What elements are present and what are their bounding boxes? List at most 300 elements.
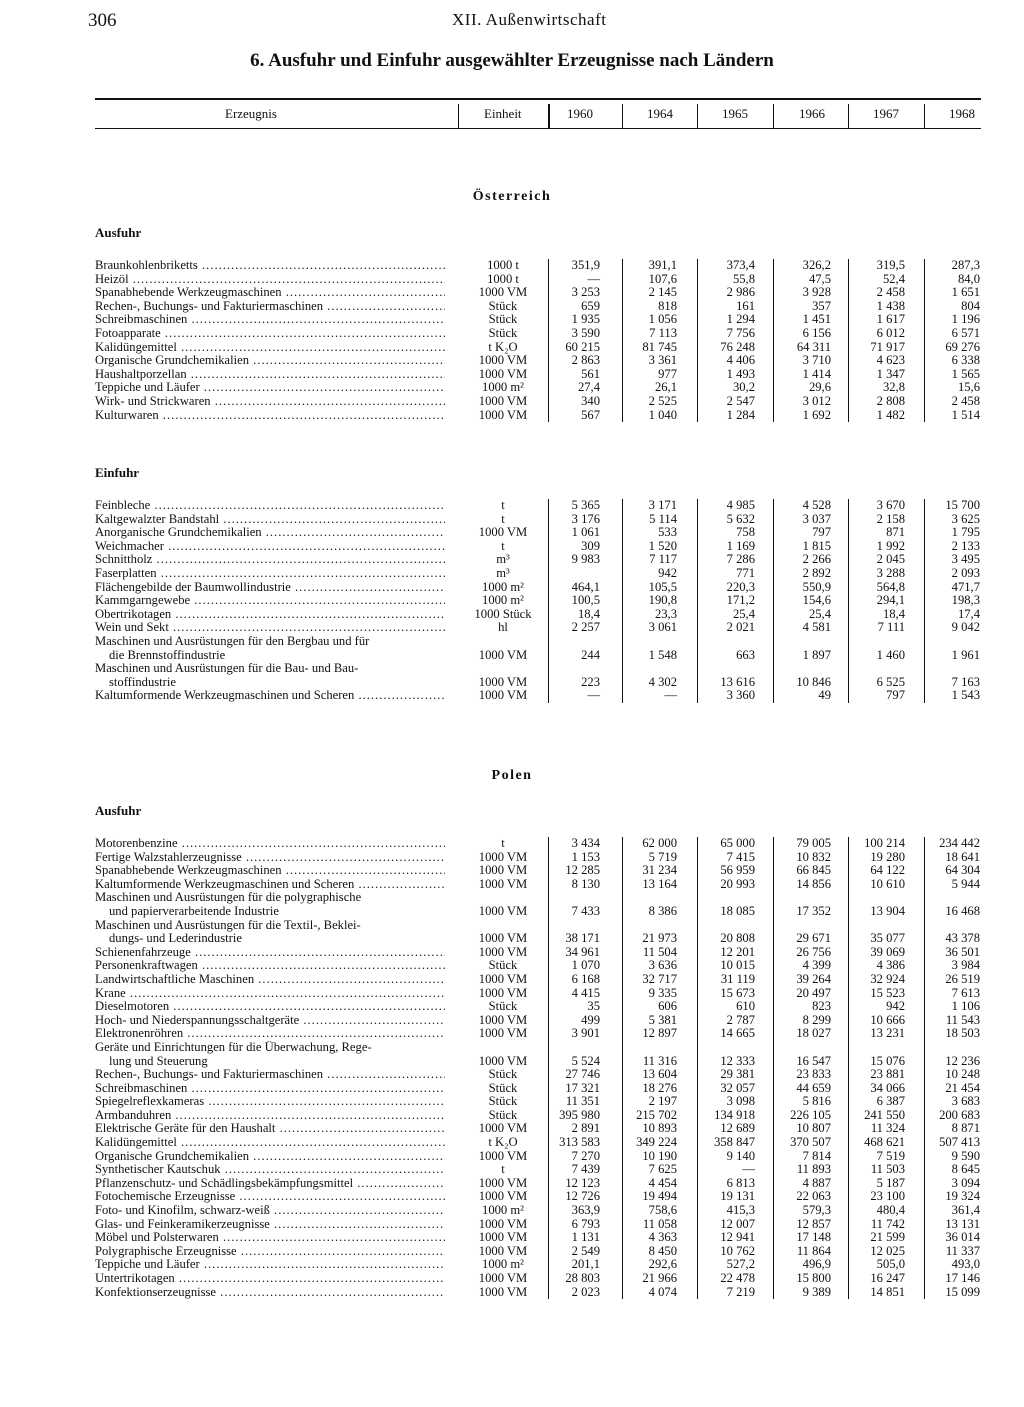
row-value: 804 <box>961 298 980 313</box>
row-label: Flächengebilde der Baumwollindustrie ..... <box>95 581 445 595</box>
row-label: Teppiche und Läufer ..... <box>95 1258 445 1272</box>
row-label: Schreibmaschinen ..... <box>95 313 445 327</box>
row-value: 5 944 <box>951 876 980 891</box>
row-value: 2 021 <box>726 620 755 635</box>
row-label: Heizöl ..... <box>95 273 445 287</box>
row-unit: 1000 VM <box>478 353 528 368</box>
row-value: 2 525 <box>648 393 677 408</box>
row-value: 12 201 <box>720 944 755 959</box>
row-unit: 1000 VM <box>478 849 528 864</box>
row-value: 8 299 <box>802 1012 831 1027</box>
row-label: Rechen-, Buchungs- und Fakturiermaschinen ..... <box>95 1068 445 1082</box>
row-label: Personenkraftwagen ..... <box>95 959 445 973</box>
row-value: 18 503 <box>945 1026 980 1041</box>
row-unit: Stück <box>488 312 518 327</box>
row-label: Krane ..... <box>95 987 445 1001</box>
row-value: 4 386 <box>876 958 905 973</box>
row-value: 7 756 <box>726 325 755 340</box>
row-value: 287,3 <box>951 258 980 272</box>
row-unit: t <box>501 1162 505 1177</box>
row-value: 12 897 <box>642 1026 677 1041</box>
row-value: 29 671 <box>796 931 831 946</box>
row-value: 23 833 <box>796 1067 831 1082</box>
row-value: 10 893 <box>642 1121 677 1136</box>
row-value: 14 851 <box>870 1284 905 1299</box>
row-label: Kalidüngemittel ..... <box>95 1136 445 1150</box>
row-unit: 1000 VM <box>478 1175 528 1190</box>
row-value: 1 795 <box>951 525 980 540</box>
row-label: Glas- und Feinkeramikerzeugnisse ..... <box>95 1218 445 1232</box>
row-value: 5 524 <box>571 1053 600 1068</box>
running-head: XII. Außenwirtschaft <box>452 10 607 29</box>
row-value: 2 547 <box>726 393 755 408</box>
row-value: 1 460 <box>876 647 905 662</box>
row-label: Fertige Walzstahlerzeugnisse ..... <box>95 851 445 865</box>
row-value: 10 846 <box>796 674 831 689</box>
row-value: 2 892 <box>802 565 831 580</box>
row-value: 505,0 <box>876 1257 905 1272</box>
row-unit: 1000 VM <box>478 525 528 540</box>
row-value: 201,1 <box>571 1257 600 1272</box>
row-value: 10 832 <box>796 849 831 864</box>
row-value: 23 881 <box>870 1067 905 1082</box>
row-value: 1 617 <box>876 312 905 327</box>
row-value: 64 122 <box>870 863 905 878</box>
row-value: 361,4 <box>951 1203 980 1218</box>
row-label-line: Maschinen und Ausrüstungen für die polygraphische <box>95 891 362 905</box>
row-value: 1 061 <box>571 525 600 540</box>
row-value: 16 547 <box>796 1053 831 1068</box>
row-label: Polygraphische Erzeugnisse ..... <box>95 1245 445 1259</box>
row-value: 15 523 <box>870 985 905 1000</box>
row-value: 1 493 <box>726 366 755 381</box>
row-label: Landwirtschaftliche Maschinen ..... <box>95 973 445 987</box>
row-unit: Stück <box>488 999 518 1014</box>
column-rule <box>548 259 549 422</box>
row-value: 7 286 <box>726 552 755 567</box>
row-unit: Stück <box>488 1067 518 1082</box>
row-value: 292,6 <box>648 1257 677 1272</box>
row-value: 1 520 <box>648 538 677 553</box>
row-unit: 1000 VM <box>478 1026 528 1041</box>
row-label-line: Maschinen und Ausrüstungen für die Textil-, Beklei- <box>95 918 361 932</box>
row-value: 3 984 <box>951 958 980 973</box>
column-rule <box>697 259 698 422</box>
row-value: 468 621 <box>864 1135 905 1150</box>
row-value: 18,4 <box>577 606 600 621</box>
row-value: 3 625 <box>951 511 980 526</box>
row-value: 25,4 <box>732 606 755 621</box>
row-label: Braunkohlenbriketts ..... <box>95 259 445 273</box>
row-value: 2 549 <box>571 1243 600 1258</box>
row-value: 9 983 <box>571 552 600 567</box>
row-unit: hl <box>498 620 508 635</box>
row-value: 7 219 <box>726 1284 755 1299</box>
row-value: 8 450 <box>648 1243 677 1258</box>
row-unit: Stück <box>488 958 518 973</box>
row-unit: 1000 m² <box>482 380 524 395</box>
row-value: 11 893 <box>796 1162 831 1177</box>
row-value: — <box>587 271 600 286</box>
row-value: 1 153 <box>571 849 600 864</box>
row-value: 8 871 <box>951 1121 980 1136</box>
row-value: 3 928 <box>802 285 831 300</box>
column-rule <box>622 259 623 422</box>
row-value: 26 519 <box>945 971 980 986</box>
row-value: 32 924 <box>870 971 905 986</box>
row-value: 13 164 <box>642 876 677 891</box>
row-value: 36 501 <box>945 944 980 959</box>
row-unit: 1000 VM <box>478 688 528 703</box>
row-value: 9 389 <box>802 1284 831 1299</box>
row-label: Kaltgewalzter Bandstahl ..... <box>95 513 445 527</box>
row-value: 25,4 <box>808 606 831 621</box>
row-label-line: Maschinen und Ausrüstungen für den Bergbau und für <box>95 634 370 648</box>
row-value: 533 <box>658 525 677 540</box>
column-rule <box>622 837 623 1299</box>
column-rule <box>548 837 549 1299</box>
row-label: Schnittholz ..... <box>95 553 445 567</box>
header-separator <box>924 104 925 128</box>
row-value: 35 <box>587 999 600 1014</box>
row-label: Foto- und Kinofilm, schwarz-weiß ..... <box>95 1204 445 1218</box>
row-unit: 1000 VM <box>478 971 528 986</box>
row-value: 3 590 <box>571 325 600 340</box>
row-value: 363,9 <box>571 1203 600 1218</box>
row-value: 84,0 <box>957 271 980 286</box>
row-value: 12 857 <box>796 1216 831 1231</box>
row-value: 3 683 <box>951 1094 980 1109</box>
row-value: 19 494 <box>642 1189 677 1204</box>
row-value: 351,9 <box>571 258 600 272</box>
row-value: 1 196 <box>951 312 980 327</box>
header-separator <box>548 104 550 128</box>
row-unit: 1000 VM <box>478 876 528 891</box>
row-value: 171,2 <box>726 593 755 608</box>
row-value: 942 <box>886 999 905 1014</box>
row-value: 8 645 <box>951 1162 980 1177</box>
row-value: 4 415 <box>571 985 600 1000</box>
section-heading: Ausfuhr <box>95 225 142 240</box>
row-value: 1 992 <box>876 538 905 553</box>
row-value: 3 176 <box>571 511 600 526</box>
row-value: 20 993 <box>720 876 755 891</box>
row-label: Kalidüngemittel ..... <box>95 341 445 355</box>
row-label: Kaltumformende Werkzeugmaschinen und Scheren ..... <box>95 878 445 892</box>
row-value: 62 000 <box>642 836 677 850</box>
row-value: 319,5 <box>876 258 905 272</box>
row-label-line: die Brennstoffindustrie <box>109 647 226 662</box>
row-value: 550,9 <box>802 579 831 594</box>
section-heading: Ausfuhr <box>95 803 142 818</box>
row-label: Anorganische Grundchemikalien ..... <box>95 526 445 540</box>
row-value: 3 061 <box>648 620 677 635</box>
row-label: Spiegelreflexkameras ..... <box>95 1095 445 1109</box>
row-value: 19 280 <box>870 849 905 864</box>
row-value: 1 131 <box>571 1230 600 1245</box>
row-value: 11 742 <box>870 1216 905 1231</box>
row-value: 496,9 <box>802 1257 831 1272</box>
row-unit: 1000 VM <box>478 285 528 300</box>
header-unit: Einheit <box>484 106 522 121</box>
row-label: Armbanduhren ..... <box>95 1109 445 1123</box>
row-value: 6 387 <box>876 1094 905 1109</box>
row-unit: 1000 t <box>487 271 519 286</box>
row-value: 1 565 <box>951 366 980 381</box>
row-value: 10 666 <box>870 1012 905 1027</box>
row-value: 1 294 <box>726 312 755 327</box>
row-label: Fotochemische Erzeugnisse ..... <box>95 1190 445 1204</box>
row-value: 11 504 <box>642 944 677 959</box>
row-value: 1 897 <box>802 647 831 662</box>
row-value: 11 864 <box>796 1243 831 1258</box>
row-label-line: Geräte und Einrichtungen für die Überwachung, Rege- <box>95 1040 372 1054</box>
row-value: 758,6 <box>648 1203 677 1218</box>
row-value: 10 015 <box>720 958 755 973</box>
header-top-rule <box>95 98 981 100</box>
row-value: 16 247 <box>870 1271 905 1285</box>
row-unit: t <box>501 498 505 512</box>
row-value: 3 288 <box>876 565 905 580</box>
row-value: 23,3 <box>654 606 677 621</box>
row-value: 17 352 <box>796 903 831 918</box>
row-value: 977 <box>658 366 677 381</box>
row-value: 564,8 <box>876 579 905 594</box>
row-value: 12 236 <box>945 1053 980 1068</box>
row-label: Hoch- und Niederspannungsschaltgeräte ..... <box>95 1014 445 1028</box>
row-value: 4 887 <box>802 1175 831 1190</box>
row-value: 4 985 <box>726 498 755 512</box>
header-separator <box>773 104 774 128</box>
row-value: 3 434 <box>571 836 600 850</box>
row-value: 309 <box>581 538 600 553</box>
row-value: 1 514 <box>951 407 980 422</box>
row-value: 23 100 <box>870 1189 905 1204</box>
row-unit: m³ <box>496 565 510 580</box>
row-label: Kaltumformende Werkzeugmaschinen und Scheren ..... <box>95 689 445 703</box>
column-rule <box>773 259 774 422</box>
row-value: 313 583 <box>559 1135 600 1150</box>
row-value: 19 324 <box>945 1189 980 1204</box>
row-value: 10 248 <box>945 1067 980 1082</box>
row-value: 373,4 <box>726 258 755 272</box>
row-value: 797 <box>886 688 905 703</box>
row-unit: 1000 VM <box>478 647 528 662</box>
row-value: 13 904 <box>870 903 905 918</box>
row-value: 6 168 <box>571 971 600 986</box>
column-rule <box>548 499 549 703</box>
row-unit: t <box>501 538 505 553</box>
column-rule <box>848 837 849 1299</box>
row-value: 6 813 <box>726 1175 755 1190</box>
row-value: 1 284 <box>726 407 755 422</box>
row-value: 81 745 <box>642 339 677 354</box>
row-label <box>95 662 445 689</box>
row-value: 464,1 <box>571 579 600 594</box>
row-value: 39 069 <box>870 944 905 959</box>
row-value: 797 <box>812 525 831 540</box>
row-value: 2 197 <box>648 1094 677 1109</box>
column-rule <box>924 259 925 422</box>
row-value: 64 304 <box>945 863 980 878</box>
row-label: Dieselmotoren ..... <box>95 1000 445 1014</box>
row-value: 4 581 <box>802 620 831 635</box>
row-value: 3 037 <box>802 511 831 526</box>
row-value: 1 815 <box>802 538 831 553</box>
column-rule <box>697 499 698 703</box>
row-value: 499 <box>581 1012 600 1027</box>
data-table <box>95 259 981 422</box>
row-value: 8 130 <box>571 876 600 891</box>
row-value: 7 163 <box>951 674 980 689</box>
row-value: 18 027 <box>796 1026 831 1041</box>
row-value: 12 941 <box>720 1230 755 1245</box>
row-unit: 1000 VM <box>478 393 528 408</box>
row-value: 10 762 <box>720 1243 755 1258</box>
row-value: 11 503 <box>870 1162 905 1177</box>
row-value: 43 378 <box>945 931 980 946</box>
column-rule <box>848 499 849 703</box>
row-value: 154,6 <box>802 593 831 608</box>
row-value: 215 702 <box>636 1107 677 1122</box>
row-value: 871 <box>886 525 905 540</box>
row-value: 27 746 <box>565 1067 600 1082</box>
row-value: 527,2 <box>726 1257 755 1272</box>
row-value: 11 316 <box>642 1053 677 1068</box>
row-value: 100,5 <box>571 593 600 608</box>
row-value: 18 641 <box>945 849 980 864</box>
row-unit: m³ <box>496 552 510 567</box>
row-unit: 1000 m² <box>482 593 524 608</box>
row-value: 1 482 <box>876 407 905 422</box>
row-value: 3 710 <box>802 353 831 368</box>
row-label: Möbel und Polsterwaren ..... <box>95 1231 445 1245</box>
row-value: 13 616 <box>720 674 755 689</box>
row-value: 21 966 <box>642 1271 677 1285</box>
row-value: 2 458 <box>951 393 980 408</box>
row-value: 7 113 <box>649 325 677 340</box>
row-value: 294,1 <box>876 593 905 608</box>
row-value: 10 190 <box>642 1148 677 1163</box>
row-value: 15,6 <box>957 380 980 395</box>
row-value: 17 146 <box>945 1271 980 1285</box>
row-value: 606 <box>658 999 677 1014</box>
row-value: 22 063 <box>796 1189 831 1204</box>
row-value: 7 433 <box>571 903 600 918</box>
row-value: 7 519 <box>876 1148 905 1163</box>
row-value: 12 123 <box>565 1175 600 1190</box>
row-value: 818 <box>658 298 677 313</box>
row-value: 12 689 <box>720 1121 755 1136</box>
row-value: 2 266 <box>802 552 831 567</box>
row-value: 5 816 <box>802 1094 831 1109</box>
row-value: 12 333 <box>720 1053 755 1068</box>
row-value: 3 171 <box>648 498 677 512</box>
row-value: 28 803 <box>565 1271 600 1285</box>
row-value: — <box>664 688 677 703</box>
row-value: 12 726 <box>565 1189 600 1204</box>
row-unit: 1000 VM <box>478 1271 528 1285</box>
row-value: 107,6 <box>648 271 677 286</box>
row-value: 17 321 <box>565 1080 600 1095</box>
row-value: 36 014 <box>945 1230 980 1245</box>
row-value: 4 454 <box>648 1175 677 1190</box>
row-unit: 1000 VM <box>478 931 528 946</box>
row-label: Motorenbenzine ..... <box>95 837 445 851</box>
row-value: 100 214 <box>864 836 905 850</box>
page-number: 306 <box>88 10 117 31</box>
row-value: 34 066 <box>870 1080 905 1095</box>
row-value: 4 528 <box>802 498 831 512</box>
row-unit: 1000 VM <box>478 944 528 959</box>
header-separator <box>622 104 623 128</box>
row-value: 18 276 <box>642 1080 677 1095</box>
row-value: 5 114 <box>649 511 677 526</box>
row-value: 1 451 <box>802 312 831 327</box>
row-unit: Stück <box>488 1080 518 1095</box>
row-value: 395 980 <box>559 1107 600 1122</box>
row-value: 3 361 <box>648 353 677 368</box>
row-value: 7 625 <box>648 1162 677 1177</box>
row-value: 1 543 <box>951 688 980 703</box>
row-value: 579,3 <box>802 1203 831 1218</box>
row-label: Wein und Sekt ..... <box>95 621 445 635</box>
row-value: 1 651 <box>951 285 980 300</box>
row-value: 4 406 <box>726 353 755 368</box>
column-rule <box>773 837 774 1299</box>
row-value: 9 590 <box>951 1148 980 1163</box>
row-label: Organische Grundchemikalien ..... <box>95 1150 445 1164</box>
row-value: 14 665 <box>720 1026 755 1041</box>
row-value: 105,5 <box>648 579 677 594</box>
row-label: Spanabhebende Werkzeugmaschinen ..... <box>95 286 445 300</box>
row-value: 39 264 <box>796 971 831 986</box>
column-rule <box>697 837 698 1299</box>
row-value: 771 <box>736 565 755 580</box>
row-unit: 1000 VM <box>478 1189 528 1204</box>
row-value: 8 386 <box>648 903 677 918</box>
data-table <box>95 499 981 703</box>
row-value: 2 458 <box>876 285 905 300</box>
row-value: 7 415 <box>726 849 755 864</box>
row-value: 31 119 <box>720 971 755 986</box>
row-label: Schreibmaschinen ..... <box>95 1082 445 1096</box>
row-value: 663 <box>736 647 755 662</box>
row-value: 659 <box>581 298 600 313</box>
row-value: 480,4 <box>876 1203 905 1218</box>
row-value: 4 623 <box>876 353 905 368</box>
row-value: 64 311 <box>796 339 831 354</box>
row-value: 6 525 <box>876 674 905 689</box>
row-value: 7 613 <box>951 985 980 1000</box>
row-value: 2 891 <box>571 1121 600 1136</box>
row-value: 27,4 <box>577 380 600 395</box>
row-value: 32 057 <box>720 1080 755 1095</box>
row-label: Obertrikotagen ..... <box>95 608 445 622</box>
row-value: 7 270 <box>571 1148 600 1163</box>
row-unit: Stück <box>488 1107 518 1122</box>
row-value: 2 045 <box>876 552 905 567</box>
row-value: 66 845 <box>796 863 831 878</box>
row-value: 2 863 <box>571 353 600 368</box>
row-value: 11 351 <box>565 1094 600 1109</box>
row-value: 5 187 <box>876 1175 905 1190</box>
row-value: 2 787 <box>726 1012 755 1027</box>
row-value: 7 111 <box>877 620 905 635</box>
row-value: 3 495 <box>951 552 980 567</box>
row-value: 21 599 <box>870 1230 905 1245</box>
row-unit: 1000 VM <box>478 1148 528 1163</box>
